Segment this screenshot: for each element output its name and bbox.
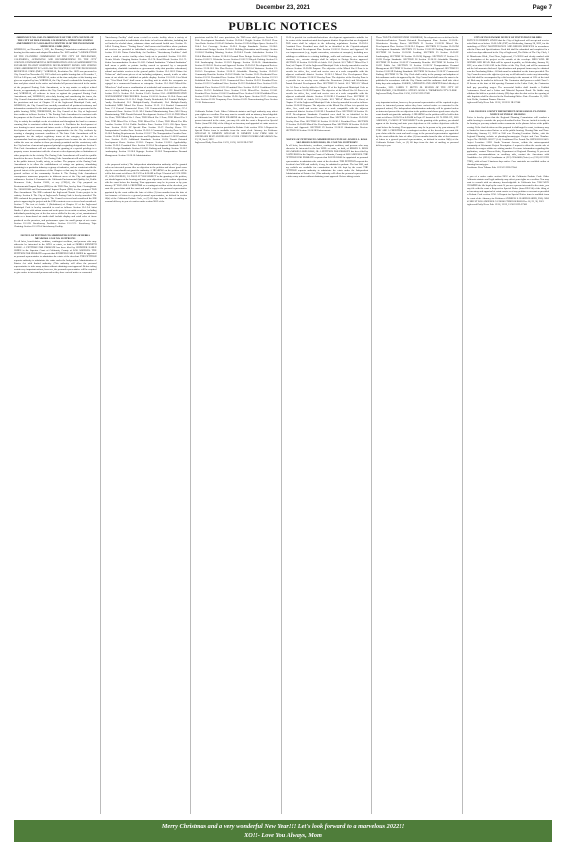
column-1 xyxy=(14,36,101,814)
public-notice xyxy=(105,163,188,203)
notice-heading: LOS ANGELES COUNTY DEPARTMENT OF REGIONAL PLANNING NOTICE OF PUBLIC HEARING xyxy=(469,110,547,117)
banner-line-1: Merry Christmas and a very wonderful New Year!!! Let's look forward to a marvelous 2022!! xyxy=(161,823,405,830)
notice-columns xyxy=(14,36,552,814)
page-number: Page 7 xyxy=(532,5,552,11)
notice-body: to the proposed action.) The independent administration authority will be granted unless an interested person files an objection to the petition and shows good cause why the court should not grant the authority. A HEARING on the petition will be held in this court as follows: 01/13/22 at 8:30AM in Dept. 9 located at 111 N. HILL ST., LOS ANGELES, CA 90012. IF YOU OBJECT to the granting of the petition, you should appear at the hearing and state your objections or file written objections with the court before the hearing. Your appearance may be in person or by your attorney. IF YOU ARE A CREDITOR or a contingent creditor of the decedent, you must file your claim with the court and mail a copy to the personal representative appointed by the court within the later of either (1) four months from the date of first issuance of letters to a general personal representative, as defined in section 58(b) of the California Probate Code, or (2) 60 days from the date of mailing or personal delivery to you of a notice under section 9052 of the xyxy=(104,162,187,203)
publication-reference: Inglewood Daily News Pub. 12/16, 12/23, 12/30/21 HI-27360 xyxy=(466,202,528,206)
notice-heading: NOTICE OF PETITION TO ADMINISTER ESTATE OF DEBRA MEADOWS CASE NO. 21STPB11733 xyxy=(20,233,90,240)
column-2 xyxy=(105,36,192,814)
column-6 xyxy=(467,36,553,814)
notice-heading: ORDINANCE NO. 2345 AN ORDINANCE OF THE CITY COUNCIL OF THE CITY OF INGLEWOOD, CALIFORNIA, APPROVING ZONING AMENDMENT ZCA 2021-004 TO CHAPTER 12 OF THE INGLEWOOD MUNICIPAL CODE (IMC). xyxy=(16,36,95,49)
public-notice xyxy=(14,36,97,228)
banner-line-2: XO!!- Love You Always, Mom xyxy=(244,832,322,839)
public-notice xyxy=(467,175,550,206)
notice-body: To all heirs, beneficiaries, creditors, contingent creditors, and persons who may otherwise be interested in the last WILL or estate, or both, of MOSES L. ROSS AKA MOSES LOUIS ROSS, JR. A PETITION FOR PROBATE has been filed by DAVID ROSS in the Superior Court of California, County of LOS ANGELES. THE PETITION FOR PROBATE requests that DAVID ROSS be appointed as personal representative to administer the estate of the decedent. THE PETITION requests the decedent's last Will and codicils, if any, be admitted to probate. The last Will, and any codicils are available for examination in the file kept by the court. THE PETITION requests authority to administer the estate under the Independent Administration of Estates Act. (This authority will allow the personal representative to take many actions without obtaining court approval. Before taking certain xyxy=(285,144,368,179)
publication-reference: Inglewood Daily News Pub. 12/16, 12/23/21 HI-27369 xyxy=(376,91,430,95)
publication-reference: Hawthorne Press Tribune Pub. 12/23/21 HH-27344 xyxy=(466,165,517,169)
notice-heading: CITY OF INGLEWOOD NOTICE OF INVITATION FOR BIDS xyxy=(473,36,542,39)
publication-reference: Inglewood Daily News Pub. 12/16, 12/23/21 HI-27368 xyxy=(466,100,521,104)
section-title: PUBLIC NOTICES xyxy=(228,19,338,33)
notice-body: "Stretchaway Facility" shall mean a retail or service facility where a variety of services are provided to individuals who desire to heal from addiction, including but not limited to alcohol abuse, substance abuse and mental health care. Section 12-1.49.4. Testing Stores. "Testing Stores" shall mean retail facilities where products and services are provided to individuals seeking to confirm medical conditions. Section 12-1.60. Tattoo Parlor/Body Art Facilities. "Stretchaway Facilities" shall mean a retail or service facility where body art is provided. Section 12-1.69.1. Electric Vehicle Charging Station. Section 12-1.70. Retail Kiosk. Section 12-1.71. Visitor Accommodation. Section 12-1.82. Cultural Institution. "Cultural Institution" shall mean a public or private facility owned or operated by a non-profit organization, charitable institution or government entity that provides educational, cultural and artistic services to the general public. Section 12-1.102.3 Urban Art. "Urban art" shall mean pieces of art including sculptures, murals, textile or other forms of art which are exhibited on public display. Section 12-1.103. Live/Work Unit. "Live/Work Unit" shall mean a dwelling unit in which the occupants are engaged in a commercial business or enterprise. Section 12-1.104.3 Mixed-Use. "Mixed-use" shall mean a combination of residential and commercial uses or other uses in a single building or on the same property. Section 12-1.122. Retail Kiosk. Section 12-2.A. Section 12-3. Section 12-4.5. Section 12-6. ADMINISTRATIVE DEVELOPMENT PROCEDURES. Section 12-10.3A Section 12-10.4. Zones and Boundaries. Section 12-11. R-1 Single Family Residential; R-2 Limited Multiple-Family Residential; R-3 Multiple-Family Residential; R-4 Multiple-Family Residential; MXD Mixed Use Zones. Section 12-12. C-1 Limited Commercial Zone; C-2 General Commercial Zone; C-R Commercial-Residential Zone; CC-1 Commercial Zone. Section 12-13. M-1 Limited Manufacturing Zone; M-2 Heavy Manufacturing; TOD Transit Oriented Development. Section 12-13.1A TOD Mixed Use Zone; TOD Mixed Use 1 Zone; TOD Mixed Use 2 Zone; TOD Mixed Use 3 Zone; TOD Mixed Use 4 Zone; TOD Mixed Use 5 Zone; TOD Mixed Use Mix Corridor. Section 12-14. Public Facilities Zone. Section 12-15. OS Open Space Zone. Section 12-16. SP Special Plan. Section 12-17. Overlay Zones. TC. Transportation Corridor Zone. Section 12-18.5.1 Community Overlay Zone. Section 12-18.6 Parking Requirements. Section 12-18.7. The Transportation Corridor Zone. Section 12-18.8. Parking Requirements and Regulations. Section 12-18.9 Permitted Uses. Section 12-19. Additional Standards. Section 12-20. Transit Oriented Development Zones. Section 12-20.1. Purpose. Section 12-20.2. Applicability. Section 12-20.3. Permitted Uses. Section 12-20.4. Development Standards. Section 12-20.5. Design Standards. Section 12-20.6. Parking and Loading. Section 12-20.7 Landscaping. Section 12-20.8 Signage. Section 12-20.9 Transportation Demand Management. Section 12-20.10 Administration. xyxy=(104,36,187,157)
public-notice xyxy=(467,110,550,169)
public-notice xyxy=(105,36,188,157)
public-notice xyxy=(376,36,459,95)
holiday-banner xyxy=(14,820,552,842)
notice-body: 12-20 to provide for residential/mixed-use development opportunities suitable for the center of the transit-oriented development district. Properties that are designated TOD zones shall be subject to the following regulations. Section 12-20.3A Permitted Uses. Permitted uses shall be as identified in the Citywide-adopted Transit Oriented Development Plan. Section 12-20.3.1 Review and Approval. All new improvements (e.g., façade renovation, extension of canopies), including new buildings or additions to existing buildings, walls and enclosures, new doors and windows, etc., exterior changes shall be subject to Design Review approval. SECTION 10 Section 12-20.3B of Article 10.3 (Article 10.3 "MU-3" Mixed Use 3 Zone) of Chapter 12 of the Inglewood Municipal Code is hereby amended to read as follows: Section 12-20.3B Purpose. The objective of the Mixed Use-3 Zone is to provide for office, live, retail and service uses at a scale compatible with the adjacent residential district. Section 12-20.3.1 Mixed Use Development Plan. SECTION 11 Section 12-20.3C Overlay Zone. The objective of the Overlay Zone is to provide for an overlay zone within the Downtown (Arbor) and Westchester Transit Oriented Development Plan. SECTION 12 Article 10.3 "MU-3A" Mixed Use 3A Zone is hereby added to Chapter 12 of the Inglewood Municipal Code as follows: Section 12-20.3D Purpose. The objective of the Mixed Use-3A Zone is to provide for office, live, retail and service uses at a scale compatible with the adjacent residential district. Section 12-20.3D.1 Permitted Uses. SECTION 13 Section 12-20.3E of Article 10.3 (Article 10.3 "MU-4" Mixed Use 4 Zone) of Chapter 12 of the Inglewood Municipal Code is hereby amended to read as follows: Section 12-20.3E Purpose. The objective of the Mixed Use 4 Zone is to provide for office, live, retail and service uses at a scale compatible with the adjacent commercial district. Section 12-20.3E.1 Permitted Uses. SECTION 14 Section 12-20.3F Development Standards. Permitted uses shall be as identified in the Westchester Transit Oriented Development Plan. SECTION 15 Section 12-20.3G Overlay Zone Plan. SECTION 16 Section 12-20.3G.1 Permitted Uses. SECTION 17 Section 12-20.3H Mixed Use Development Plan. SECTION 18 Section 12-20.3I Review and Approval. SECTION 19 Section 12-20.3J Administrative Review. SECTION 20 Section 12-20.3K Enforcement. xyxy=(285,36,368,132)
header-rule xyxy=(14,16,552,17)
public-notice xyxy=(195,36,278,104)
notice-body: NOTICE IS HEREBY GIVEN that the City of Inglewood will accept and receive sealed bids on or before 11:00 A.M. (PST) on Wednesday, January 26, 2022, for the furnishing of HVAC MAINTENANCE AND REPAIR SERVICES in accordance with the Plans and Specifications. Each bid shall be submitted and completed in a sealed envelope addressed to the City of Inglewood, The Office of The City Clerk, 1 W. Manchester Blvd., First Floor, Inglewood, CA 90301 and clearly marked with the description of the project on the outside of the envelope. BIDS WILL BE OPENED AND READ. Bids will be opened in public, on Wednesday, January 26, 2022, at or after 11:00 A.M. in the Office of the City Clerk, and will be announced and the bid amounts disclosed. Specifications and proposal forms may be obtained from the Purchasing Office. All bids must be submitted on the forms provided. The City Council reserves the right to reject any or all bids and to waive any informality. Each bid shall be accompanied by a bid security in the amount of 10% of the total bid. Bids may be mailed or delivered. The Contractor shall possess a valid Class C-20 license at the time of bid opening. Pursuant to the Labor Code, the Contractor shall pay prevailing wages. The successful bidder shall furnish a Faithful Performance Bond and a Labor and Material Payment Bond. No bidder may withdraw his bid for a period of ninety (90) days after the date set for the opening of bids. Inquiries shall be directed to the Purchasing Office. Date: December 15, 2021. Artie Fields, Assistant Finance Director xyxy=(466,39,549,101)
column-3 xyxy=(195,36,282,814)
public-notice xyxy=(286,36,369,132)
publication-reference: Inglewood Daily News Pub. 12/23, 12/30, 1/6/22 HI-27397 xyxy=(195,141,254,144)
public-notice xyxy=(467,36,550,104)
public-notice xyxy=(286,138,369,178)
issue-date: December 23, 2021 xyxy=(255,5,311,11)
notice-body: very important actions, however, the personal representative will be required to give notice to interested persons unless they have waived notice or consented to the proposed action.) The independent administration authority will be granted unless an interested person files an objection to the petition and shows good cause why the court should not grant the authority. A HEARING on the petition will be held in this court as follows: 01/05/22 at 8:30AM in Dept. 67 located at 111 N. HILL ST., LOS ANGELES, CA 90012. IF YOU OBJECT to the granting of the petition, you should appear at the hearing and state your objections or file written objections with the court before the hearing. Your appearance may be in person or by your attorney. IF YOU ARE A CREDITOR or a contingent creditor of the decedent, you must file your claim with the court and mail a copy to the personal representative appointed by the court within the later of either (1) four months from the date of first issuance of letters to a general personal representative, as defined in section 58(b) of the California Probate Code, or (2) 60 days from the date of mailing or personal delivery to you xyxy=(376,100,459,148)
notice-body: to you of a notice under section 9052 of the California Probate Code. Other California statutes and legal authority may affect your rights as a creditor. You may want to consult with an attorney knowledgeable in California law. YOU MAY EXAMINE the file kept by the court. If you are a person interested in the estate, you may file with the court a Request for Special Notice (form DE-154) of the filing of an inventory and appraisal of estate assets or of any petition or account as provided in Probate Code section 1250. A Request for Special Notice form is available from the court clerk. Attorney for Petitioner ANDREW S. BAKER BAKER, ESQ. 5850 W 3RD ST LOS ANGELES CA 90036 CN983520 ROSS Dec 16, 23, 30, 2021 xyxy=(466,174,549,203)
column-4 xyxy=(286,36,373,814)
notice-body: Those TOD TRANSPORTATION CORRIDOR, Development uses as defined in the Westchester/Fairview Transit Oriented Development Plan. Section 12-20.3L. Westchester Overlay Zones. SECTION 21 Section 12-20.3L Mixed Use Development Plan. Section 12-20.3L.1 Purpose. SECTION 22 Section 12-20.3M Development Standards. SECTION 23 Section 12-20.3N Parking Requirements. SECTION 24 Section 12-20.3O Loading. SECTION 25 Section 12-20.3P Landscaping. SECTION 26 Section 12-20.3Q Signage. SECTION 27 Section 12-20.3R Design Standards. SECTION 28 Section 12-20.3S Affordable Housing. SECTION 29 Section 12-20.3T Community Benefits. SECTION 30 Section 12-20.3U Public Art. SECTION 31 Section 12-20.3V Transportation Demand Management. SECTION 32 Section 12-20.3W Review and Approval. SECTION 33 Section 12-20.3X Parking Standards. SECTION 34 Section 12-20.3Y Commercial Parking. SECTION 35 The City Clerk shall certify to the passage and adoption of this ordinance and to its approval by the City Council and shall cause the same to be published in accordance with the City Charter and this ordinance shall take effect thirty days after adoption. PASSED, APPROVED AND ADOPTED this 14th day of December, 2021. JAMES T. BUTTS JR. MAYOR OF THE CITY OF INGLEWOOD, CALIFORNIA. ATTEST: AISHA L. THOMPSON CITY CLERK xyxy=(376,36,459,92)
notice-body: To all heirs, beneficiaries, creditors, contingent creditors, and persons who may otherwise be interested in the WILL or estate, or both of DEBRA KENNETH EARLE. A PETITION FOR PROBATE has been filed by JENNIFER EARLE JONES in the Superior Court of California, County of LOS ANGELES. THE PETITION FOR PROBATE requests that JENNIFER EARLE JONES be appointed as personal representative to administer the estate of the decedent. THE PETITION requests authority to administer the estate under the Independent Administration of Estates Act with limited authority. (This authority will allow the personal representative to take many actions without obtaining court approval. Before taking certain very important actions, however, the personal representative will be required to give notice to interested persons unless they have waived notice or consented xyxy=(14,240,97,274)
notice-body: California Probate Code. Other California statutes and legal authority may affect your rights as a creditor. You may want to consult with an attorney knowledgeable in California law. YOU MAY EXAMINE the file kept by the court. If you are a person interested in the estate, you may file with the court a Request for Special Notice (form DE-154) of the filing of an inventory and appraisal of estate assets or of any petition or account as provided in Probate Code section 1250. A Request for Special Notice form is available from the court clerk. Attorney for Petitioner WILLIAM H. REMERY WILLIAM H. REMERY LAW FIRM 1666 W GLENOAKS BLVD GLENDALE CA 91201 CN983572 DEBRA MEADOWS Dec 23, 30, Jan 6, 2022 xyxy=(195,110,278,141)
public-notice xyxy=(195,110,278,144)
notice-body: WHEREAS, on November 3, 2021, the Planning Commission conducted a public hearing for this matter and adopted Resolution No. 1829 entitled "A RESOLUTION OF THE PLANNING COMMISSION OF THE CITY OF INGLEWOOD, CALIFORNIA, APPROVING AND RECOMMENDING TO THE CITY COUNCIL ENVIRONMENTAL DETERMINATION AND AN AMENDMENT TO ESTABLISH TRANSIT ORIENTED DEVELOPMENT ZONES AND ZONING CODE AMENDMENT ZCA-2021-004 TO CHAPTER 12 OF THE INGLEWOOD MUNICIPAL CODE (IMC)." WHEREAS, Resolution No. 1829 was presented to City Council on November 16, 2021 which set a public hearing date of December 7, 2021 at 2:00 p.m.; and, WHEREAS, notice of the time and place of the hearing was given as required by law; WHEREAS, the City Council evaluated the hearing at the time and place stated in the notice and afforded all persons interested in the matter of the proposed Zoning Code Amendment, or in any matter or subject related thereto, an opportunity to address the City Council and to submit written evidence; and, WHEREAS, all evidence in favor or against the proposed Zoning Code Amendment; and, WHEREAS, after duly hearing and considering the issues, the City Council determined that certain changes, specified herein, should be made to the provisions and text of Chapter 12 of the Inglewood Municipal Code; and, WHEREAS, the City Council has carefully considered all pertinent testimony and information contained in the staff report prepared for this matter as presented at the public hearing. NOW, THEREFORE, the City Council of the City of Inglewood does ordain as follows: Section 1. The Zoning Code Amendment is consistent with the purposes of the General Plan in that it: a. Facilitates the allocation of land in the City to satisfy the multiple needs of residents and throughout the land in a manner ensuring that is consistent within their context. b. Facilitates the development of new housing to meet current and future needs. c. Helps provide needed economic development and necessary employment opportunities for the City residents by creating a changing economic condition. d. The Inter Code Amendment will be appropriate for the subject regulatory terms of the category of the site to accommodate land uses permitted by the proposed zone because the site is located within the zone are similar to those previously permitted and the consistency with the City land use element and approved principles regarding designations. Section 2. This Code Amendment will not constitute the granting of a special privilege to a property owner inconsistent with the element or development plan or limitations of other properties in the vicinity. The Zoning Code Amendment will result in a public benefit for the area. Section 3. The Zoning Code Amendment will not be detrimental to the public interest, health, safety, or welfare. The purpose of the Zoning Code Amendment is to allow the establishment of cottage use patterns, stimulating pertaining to a particular industry or group of industries, and are consistent with the general intent of the provisions of this Chapter or that may be detrimental to the general welfare of the community. Section 4. The Zoning Code Amendment encompasses numerous properties in different areas of the City and applicable ordinances. Section 5. Pursuant to the California Environmental Quality Act, Public Resources Code, Section 21000, et seq. (CEQA), the City prepared an Environmental Impact Report (EIR) for the TOD Plan, hereby State Clearinghouse No. 2016021008 and Environmental Impact Report (EIR) for the proposed TOD Plan Amendment. The EIR evaluated the Inglewood Transit Center project in its entirety. Section 6. The City of Inglewood's Zoning Code is hereby amended. The EIR evaluated the proposed project. The Council reviewed and considered the EIR prior to approving the project and the EIR's contents were reviewed and considered. Section 7. The text of Article 1 (Definitions) of Chapter 12 of the Inglewood Municipal Code is hereby amended to read as follows: Section 12-1.2.4 Artist Studio. A place with artisan rooms and work space for an artist or artisan, including individuals practicing one of the fine arts or skilled in the arts, of art, manufactured crafts or a home-based art studio shall include display and retail sales of items produced on the premises, and performance space for small groups of art events. Section 12-1.28. Stretchaway Facilities. Section 12-1.57.1. Stretchway Trip-Chaining. Section 12-1.29.4. Stretchaway Facility. xyxy=(14,48,97,228)
page-header xyxy=(14,4,552,16)
notice-body: Notice is hereby given that the Regional Planning Commission will conduct a public hearing to consider the project described below. You are invited to testify at the hearing or you may submit written comments to the planner below at the public hearing. If the final decision on this proposal is challenged in court, testimony may be limited to issues raised before or at the public hearing. Hearing Date and Time: Wednesday, January 12, 2022 at 9:00 a.m. Hearing Location: Online, visit the Regional Planning website at planning.lacounty.gov. Project and Case Number: Project No. PRJ2021-003177 (1-4) Conditional Use Permit No. RPPL2021011413. Project Location: 11911 South Vermont Avenue, within the unincorporated community of Westmont. Project Description: A request to allow the on-site sale of alcoholic beverages within an existing market. For more information regarding this application, contact Theresa Ortiz, Department of Regional Planning. If you need reasonable accommodations or auxiliary aids, contact the Americans with Disabilities Act (ADA) Coordinator at (213) 974-6488 (Voice) or (213) 617-2292 (TDD), with at least 3 business days notice. Case materials are available online at planning.lacounty.gov. xyxy=(466,116,549,166)
notice-body: provisions and the R-1 zone provisions, the TOD zone shall govern. Section 12-20.4. Development Standards. Section 12-20.4.1 Height. Section 12-20.4.2 Floor Area Ratio. Section 12-20.4.3 Setbacks. Section 12-20.4.4 Open Space. Section 12-20.4.5 Lot Coverage. Section 12-20.5 Design Standards. Section 12-20.6. Architectural Design. Section 12-20.6.1 Building Orientation and Frontage. Section 12-20.6.2 Building Massing. Section 12-20.6.3 Facade Articulation. Section 12-20.6.4 Materials. Section 12-20.6.5 Ground Floor Design. Section 12-20.7 Parking. Section 12-20.7.1 Vehicular Access. Section 12-20.7.2 Bicycle Parking. Section 12-20.8 Landscaping. Section 12-20.9 Signage. Section 12-20.10. Administration. Section 12-20.10.1 Review and Approval. Section 12-20.10.2 Development Review. Section 12-20.10.3 Site Plan Review. Section 12-20.10.4 Variances. Section 12-20.10.5 Exceptions. Section 12-20.11 Affordable Housing. Section 12-20.12 Community Benefits. Section 12-20.13 Public Art. Section 12-21. Residential Uses. Section 12-21.1 Permitted Uses. Section 12-21.2 Conditional Uses. Section 12-21.3 Prohibited Uses. Section 12-22. Commercial Uses. Section 12-22.1 Permitted Uses. Section 12-22.2 Conditional Uses. Section 12-22.3 Prohibited Uses. Section 12-23. Industrial Uses. Section 12-23.1 Permitted Uses. Section 12-23.2 Conditional Uses. Section 12-23.3 Prohibited Uses. Section 12-24. Mixed-Use. Section 12-24.1 Permitted Uses. Section 12-24.2 Conditional Uses. Section 12-24.3 Prohibited Uses. Section 12-25. Public Uses. Section 12-26. Open Space. Section 12-27. Accessory Uses. Section 12-28. Temporary Uses. Section 12-29. Nonconforming Uses. Section 12-30. Enforcement. xyxy=(195,36,278,104)
title-rule xyxy=(14,33,552,34)
notice-heading: NOTICE OF PETITION TO ADMINISTER ESTATE OF: DANIEL L. ROSS AKA MOSES LOUIS ROSS, JR. CASE NO. 21STPB11672 xyxy=(286,137,368,144)
column-5 xyxy=(376,36,463,814)
public-notice xyxy=(14,234,97,274)
public-notice xyxy=(376,101,459,147)
